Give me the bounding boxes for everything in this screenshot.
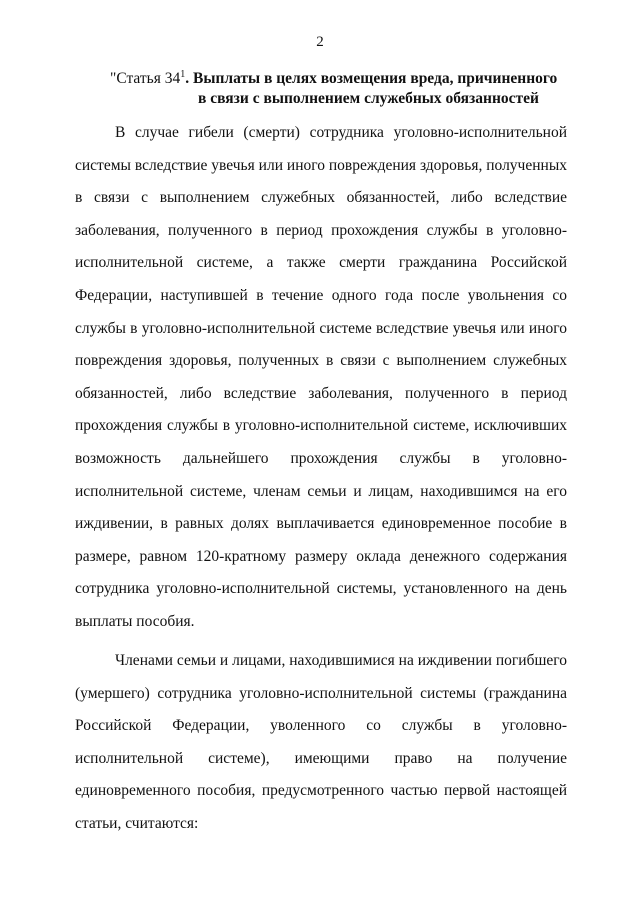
article-title-part-2: в связи с выполнением служебных обязанностей xyxy=(198,90,539,107)
page-number: 2 xyxy=(316,34,324,50)
article-label: "Статья 34 xyxy=(110,70,181,87)
article-heading xyxy=(0,69,640,109)
article-number-superscript: 1 xyxy=(180,68,186,80)
article-heading-line-1 xyxy=(110,69,640,89)
body-paragraph-1: В случае гибели (смерти) сотрудника уголовно-исполнительной системы вследствие увечья или иного повреждения здоровья, полученных в связи с выполнением служебных обязанностей, либо вследствие заболевания, полученного в период прохождения службы в уголовно-исполнительной системе, а также смерти гражданина Российской Федерации, наступившей в течение одного года после увольнения со службы в уголовно-исполнительной системе вследствие увечья или иного повреждения здоровья, полученных в связи с выполнением служебных обязанностей, либо вследствие заболевания, полученного в период прохождения службы в уголовно-исполнительной системе, исключивших возможность дальнейшего прохождения службы в уголовно-исполнительной системе, членам семьи и лицам, находившимся на его иждивении, в равных долях выплачивается единовременное пособие в размере, равном 120-кратному размеру оклада денежного содержания сотрудника уголовно-исполнительной системы, установленного на день выплаты пособия. xyxy=(75,124,567,630)
body-paragraph-2: Членами семьи и лицами, находившимися на иждивении погибшего (умершего) сотрудника уголовно-исполнительной системы (гражданина Российской Федерации, уволенного со службы в уголовно-исполнительной системе), имеющими право на получение единовременного пособия, предусмотренного частью первой настоящей статьи, считаются: xyxy=(75,652,567,832)
article-title-part-1: . Выплаты в целях возмещения вреда, причиненного xyxy=(185,70,558,87)
